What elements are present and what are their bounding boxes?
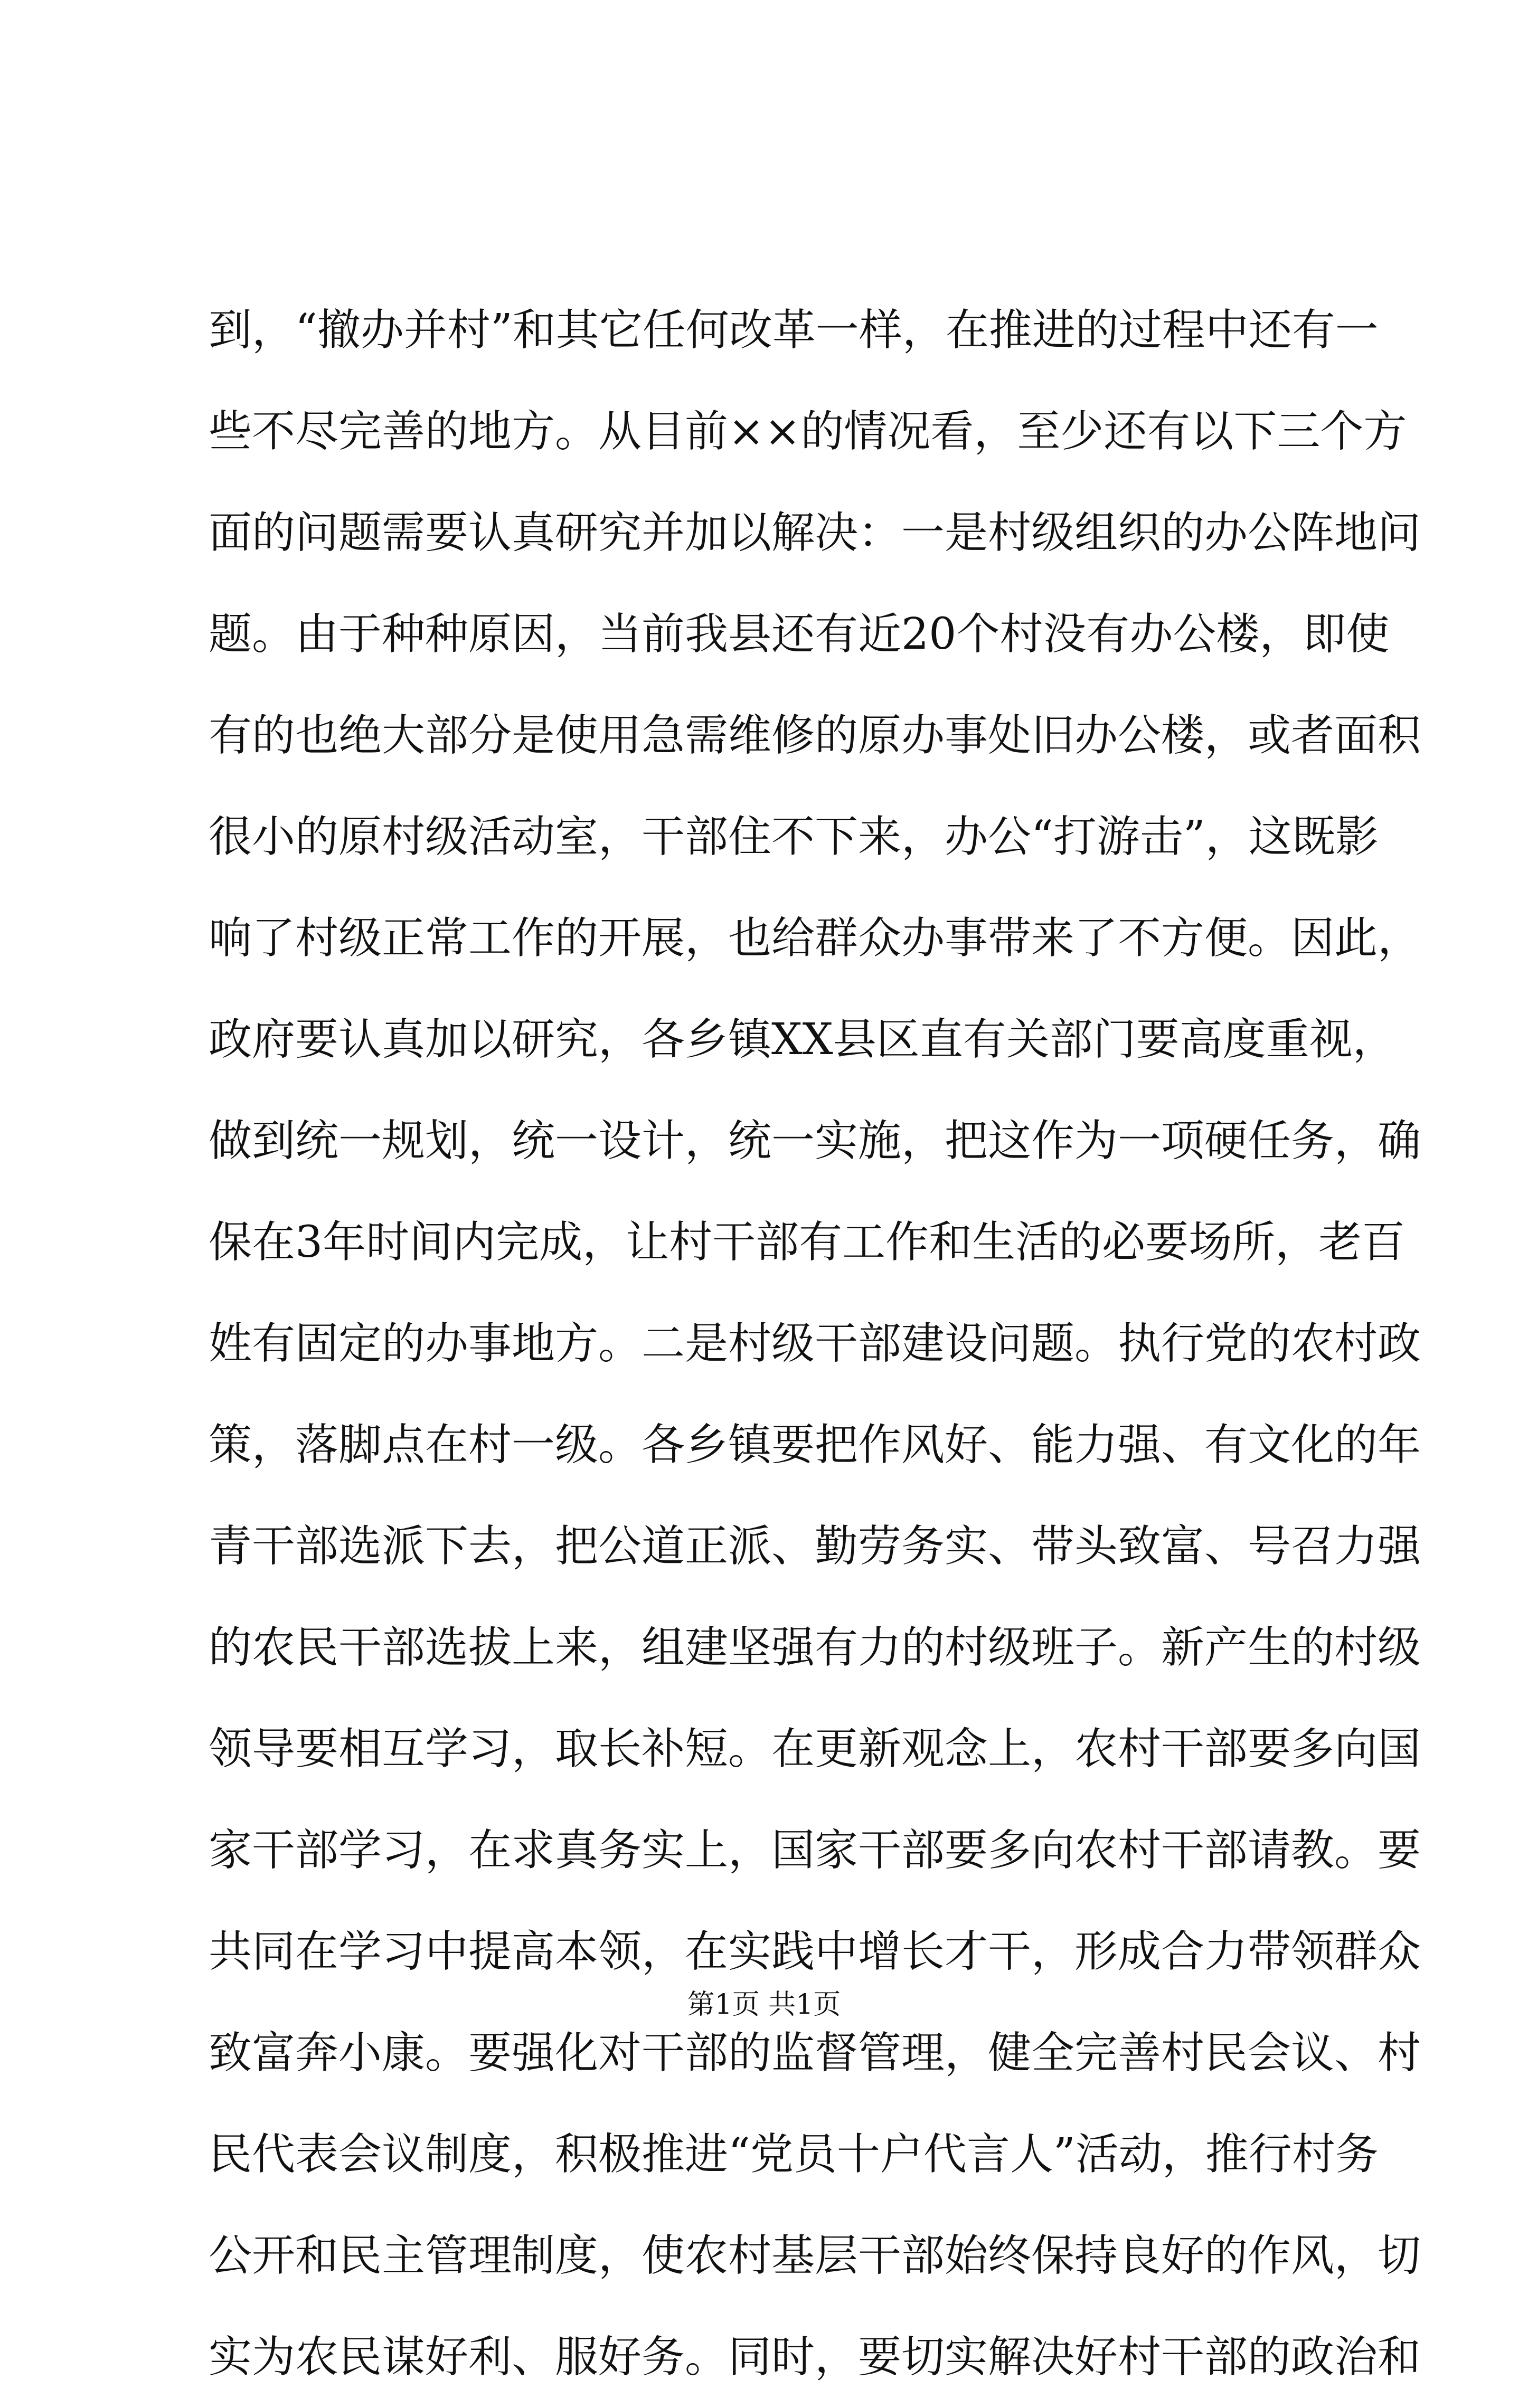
text-line-11: 姓有固定的办事地方。二是村级干部建设问题。执行党的农村政 — [209, 1319, 1421, 1369]
text-line-12: 策，落脚点在村一级。各乡镇要把作风好、能力强、有文化的年 — [209, 1420, 1421, 1470]
body-paragraph — [209, 280, 1421, 2408]
text-line-1: 到，“撤办并村”和其它任何改革一样，在推进的过程中还有一 — [209, 305, 1379, 355]
text-line-2: 些不尽完善的地方。从目前××的情况看，至少还有以下三个方 — [209, 406, 1407, 457]
text-line-13: 青干部选派下去，把公道正派、勤劳务实、带头致富、号召力强 — [209, 1521, 1421, 1571]
text-line-18: 致富奔小康。要强化对干部的监督管理，健全完善村民会议、村 — [209, 2028, 1421, 2078]
text-line-8: 政府要认真加以研究，各乡镇XX县区直有关部门要高度重视， — [209, 1015, 1396, 1065]
text-line-10: 保在3年时间内完成，让村干部有工作和生活的必要场所，老百 — [209, 1217, 1406, 1267]
text-line-4: 题。由于种种原因，当前我县还有近20个村没有办公楼，即使 — [209, 609, 1390, 659]
text-line-14: 的农民干部选拔上来，组建坚强有力的村级班子。新产生的村级 — [209, 1623, 1421, 1673]
page-footer: 第1页 共1页 — [687, 1989, 841, 2021]
text-line-5: 有的也绝大部分是使用急需维修的原办事处旧办公楼，或者面积 — [209, 710, 1421, 761]
text-line-16: 家干部学习，在求真务实上，国家干部要多向农村干部请教。要 — [209, 1825, 1421, 1875]
text-line-17: 共同在学习中提高本领，在实践中增长才干，形成合力带领群众 — [209, 1927, 1421, 1977]
text-line-7: 响了村级正常工作的开展，也给群众办事带来了不方便。因此， — [209, 913, 1421, 963]
text-line-15: 领导要相互学习，取长补短。在更新观念上，农村干部要多向国 — [209, 1724, 1421, 1774]
text-line-3: 面的问题需要认真研究并加以解决：一是村级组织的办公阵地问 — [209, 508, 1421, 558]
text-line-21: 实为农民谋好利、服好务。同时，要切实解决好村干部的政治和 — [209, 2332, 1421, 2382]
text-line-20: 公开和民主管理制度，使农村基层干部始终保持良好的作风，切 — [209, 2231, 1421, 2281]
text-line-19: 民代表会议制度，积极推进“党员十户代言人”活动，推行村务 — [209, 2129, 1379, 2179]
text-line-6: 很小的原村级活动室，干部住不下来，办公“打游击”，这既影 — [209, 812, 1379, 862]
text-line-9: 做到统一规划，统一设计，统一实施，把这作为一项硬任务，确 — [209, 1116, 1421, 1166]
